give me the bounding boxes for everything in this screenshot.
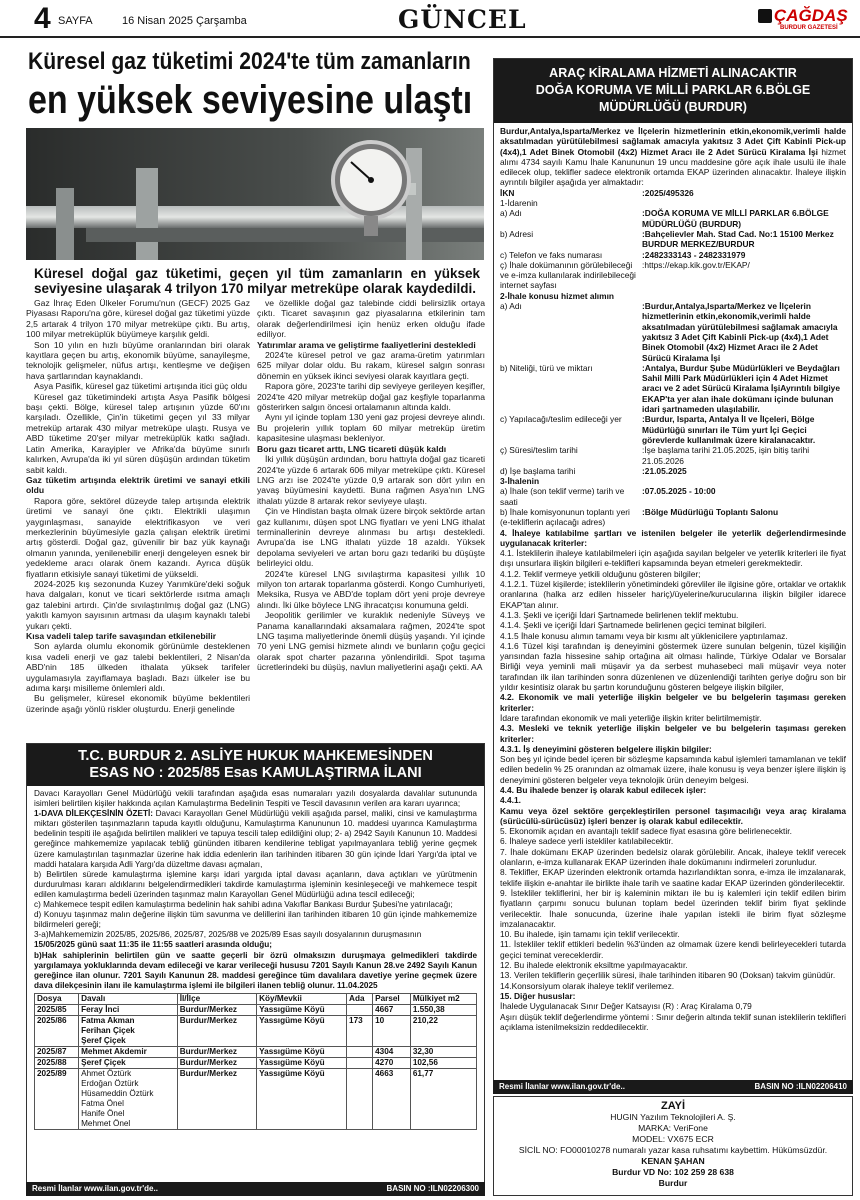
article-subheading: Gaz tüketim artışında elektrik üretimi ve sanayi etkili oldu <box>26 474 250 496</box>
tender-row <box>500 486 846 507</box>
article-paragraph: Rapora göre, sektörel düzeyde talep artışında elektrik üretimi ve sanayi öne çıktı. Elektrikli ulaşımın yaygınlaşması, sanayide elektrifikasyon ve veri merkezlerinin büyümesiyle gazla çalışan elektrik üretimi artış gösterdi. Doğal gaz, güvenilir bir baz yük kaynağı olmanın yanında, yenilenebilir enerji dengeleyen esnek bir yedekleme aracı olarak önem kazandı. Ayrıca düşük fiyatların etkisiyle sanayi tüketimi de yükseldi. <box>26 495 250 579</box>
court-paragraph-lead: 3-a)Mahkememizin 2025/85, 2025/86, 2025/87, 2025/88 ve 2025/89 Esas sayılı dosyalarının duruşmasının <box>34 930 422 940</box>
tender-row <box>500 229 846 250</box>
tender-row-value: :07.05.2025 - 10:00 <box>642 486 716 497</box>
tender-row-value: :https://ekap.kik.gov.tr/EKAP/ <box>642 259 750 270</box>
tender-header <box>494 59 852 123</box>
tender-title-line2: DOĞA KORUMA VE MİLLİ PARKLAR 6.BÖLGE <box>535 83 811 97</box>
tender-criteria-item: 5. Ekonomik açıdan en avantajlı teklif sadece fiyat esasına göre belirlenecektir. <box>500 826 792 837</box>
tender-row-value: :Bahçelievler Mah. Stad Cad. No:1 15100 Merkez BURDUR MERKEZ/BURDUR <box>642 228 834 250</box>
tender-row-label: c) Telefon ve faks numarası <box>500 249 603 260</box>
tender-row <box>500 414 846 445</box>
court-title-line1: T.C. BURDUR 2. ASLİYE HUKUK MAHKEMESİNDEN <box>78 748 433 764</box>
zayi-line: MODEL: VX675 ECR <box>632 1134 714 1144</box>
tender-row-value: :2482333143 - 2482331979 <box>642 249 746 260</box>
tender-footer-left: Resmi İlanlar www.ilan.gov.tr'de.. <box>499 1082 625 1091</box>
section-title: GÜNCEL <box>398 5 527 34</box>
court-table-body <box>35 1004 477 1129</box>
table-cell: Burdur/Merkez <box>177 1068 256 1129</box>
table-cell: 2025/88 <box>35 1057 79 1068</box>
table-cell: 2025/85 <box>35 1004 79 1015</box>
table-cell: 210,22 <box>410 1015 476 1046</box>
section-2-rows <box>500 301 846 476</box>
article-paragraph: 2024-2025 kış sezonunda Kuzey Yarımküre'deki soğuk hava dalgaları, konut ve ticari sektörlerde ısıtma amaçlı gaz talebini artırdı. Çin'de sıvılaştırılmış doğal gaz (LNG) yakıtlı kamyon sayısının artması da ulaşım kaynaklı talebi yukarı çekti. <box>26 578 250 631</box>
court-paragraph <box>34 940 477 950</box>
court-paragraph <box>34 870 477 900</box>
court-paragraph-lead: b) Belirtilen sürede kamulaştırma işlemine karşı idari yargıda iptal davası açanların, dava açtıkları ve yürütmenin durdurulması kararı aldıklarını belgelendirmedikleri takdirde kamulaştırma işleminin kesinleşeceği ve mahkemece tespit edilen kamulaştırma bedeli üzerinden taşınmaz malın Karayolları Genel Müdürlüğü adına tescil edileceği; <box>34 869 477 899</box>
page-number: 4 <box>34 2 51 35</box>
tender-row-label: ç) İhale dokümanının görülebileceği <box>500 259 633 270</box>
tender-row-value: :Burdur,Antalya,Isparta/Merkez ve İlçelerin hizmetlerinin etkin,ekonomik,verimli halde aksatılmadan yürütülebilmesi sağlamak amacıyla yakıtsız 3 Adet Çift Kabinli Pick-up (4x4),1 Adet Binek Otomobil (4x2) Hizmet Aracı ile 2 Adet Sürücü Kiralama İşi <box>642 301 838 363</box>
court-paragraph <box>34 951 477 991</box>
tender-title-line3: MÜDÜRLÜĞÜ (BURDUR) <box>599 100 747 114</box>
page-header <box>0 0 860 38</box>
court-title-line2: ESAS NO : 2025/85 Esas KAMULAŞTIRMA İLANI <box>89 765 422 781</box>
tender-criteria-item: 4.4.1. <box>500 795 521 806</box>
table-row <box>35 1046 477 1057</box>
tender-title-line1: ARAÇ KİRALAMA HİZMETİ ALINACAKTIR <box>549 66 797 80</box>
table-cell: Yassıgüme Köyü <box>257 1068 347 1129</box>
tender-row-label: a) Adı <box>500 208 522 219</box>
tender-row-label: a) İhale (son teklif verme) tarih ve saati <box>500 486 625 507</box>
court-paragraph-lead: 1-DAVA DİLEKÇESİNİN ÖZETİ: <box>34 809 153 819</box>
zayi-name: KENAN ŞAHAN <box>641 1156 705 1166</box>
section-3-note: (e-tekliflerin açılacağı adres) <box>500 517 606 528</box>
article-subheading: Kısa vadeli talep tarife savaşından etkilenebilir <box>26 631 217 641</box>
tender-row-label: d) İşe başlama tarihi <box>500 465 576 476</box>
ikn-value: :2025/495326 <box>642 187 694 198</box>
tender-criteria-item: 4. İhaleye katılabilme şartları ve istenilen belgeler ile yeterlik değerlendirmesinde uygulanacak kriterler: <box>500 527 846 548</box>
article-title-line1: Küresel gaz tüketimi 2024'te tüm zamanların <box>28 48 471 75</box>
court-table <box>34 993 477 1130</box>
article-subheading: Boru gazı ticaret arttı, LNG ticareti düşük kaldı <box>257 443 447 454</box>
court-table-header-cell: Davalı <box>79 993 178 1004</box>
tender-criteria-item: 4.1.5 İhale konusu alımın tamamı veya bir kısmı alt yüklenicilere yaptırılamaz. <box>500 630 788 641</box>
table-cell <box>347 1068 373 1129</box>
tender-row-value: :İşe başlama tarihi 21.05.2025, işin bitiş tarihi 21.05.2026 <box>642 445 810 466</box>
article-lead: Küresel doğal gaz tüketimi, geçen yıl tüm zamanların en yüksek seviyesine ulaşarak 4 trilyon 170 milyar metreküpe olarak kaydedildi. <box>34 266 480 296</box>
table-cell: Mehmet Akdemir <box>79 1046 178 1057</box>
court-paragraph-lead: Davacı Karayolları Genel Müdürlüğü vekili tarafından aşağıda esas numaraları yazılı dosyalarda davalılar sutununda isimleri belirtilen kişiler hakkında açılan Kamulaştırma Bedelinin Tespiti ve Tescil davasının verilen ara kararı uyarınca; <box>34 789 477 809</box>
tender-criteria-item: 4.1.4. Şekli ve içeriği İdari Şartnamede belirlenen geçici teminat bilgileri. <box>500 620 767 631</box>
table-row <box>35 1015 477 1046</box>
court-paragraph <box>34 930 477 940</box>
court-paragraph-lead: b)Hak sahiplerinin belirtilen gün ve saatte geçerli bir özrü olmaksızın duruşmaya gelmedikleri takdirde yargılamaya yokluklarında devam edileceği ve karar verileceği hususu 7201 Sayılı Kanun 28.ve 2492 Sayılı Kanun gereğince ilan olunur. 7201 Sayılı Kanunun 28. maddesi gereğince tüm davalılara davetiye yerine geçmek üzere dava dilekçesinin ilanı ile kamulaştırma işlemi ile bilgileri ilanen tebliğ olunur. 11.04.2025 <box>34 950 477 990</box>
table-cell: Şeref Çiçek <box>79 1057 178 1068</box>
tender-criteria-item: 4.3. Mesleki ve teknik yeterliğe ilişkin belgeler ve bu belgelerin taşıması gereken kriterler: <box>500 723 846 744</box>
table-cell: Burdur/Merkez <box>177 1046 256 1057</box>
zayi-title: ZAYİ <box>660 1100 686 1112</box>
tender-row-value: :Antalya, Burdur Şube Müdürlükleri ve Beydağları Sahil Milli Park Müdürlükleri için 4 Adet Hizmet aracı ve 2 adet Sürücü Kiralama İşiAyrıntılı bilgiye EKAP'ta yer alan ihale dokümanı içinde bulunan idari şartnameden ulaşılabilir. <box>642 362 840 415</box>
zayi-notice <box>493 1096 853 1196</box>
table-cell: 1.550,38 <box>410 1004 476 1015</box>
article-title-line2: en yüksek seviyesine ulaştı <box>28 78 473 122</box>
table-cell <box>347 1057 373 1068</box>
table-cell: Burdur/Merkez <box>177 1057 256 1068</box>
article-paragraph: Son aylarda olumlu ekonomik görünümle desteklenen kısa vadeli enerji ve gaz talebi beklentileri, 2 Nisan'da ABD'nin 185 ülkeden ithalata yüksek tarifeler uygulamasıyla zayıflamaya başladı. Bazı ülkeler ise bu adıma karşı misilleme önlemleri aldı. <box>26 641 250 694</box>
tender-row <box>500 208 846 229</box>
tender-row-label: b) İhale komisyonunun toplantı yeri <box>500 506 630 517</box>
tender-intro <box>500 126 846 188</box>
table-cell: Burdur/Merkez <box>177 1015 256 1046</box>
newspaper-logo <box>758 6 856 34</box>
tender-criteria-item: İdare tarafından ekonomik ve mali yeterliğe ilişkin kriter belirtilmemiştir. <box>500 712 762 723</box>
tender-criteria-item: 8. Teklifler, EKAP üzerinden elektronik ortamda hazırlandıktan sonra, e-imza ile imzalanarak, teklife ilişkin e-anahtar ile birlikte ihale tarih ve saatine kadar EKAP üzerinden gönderilecektir. <box>500 867 846 888</box>
tender-notice <box>493 58 853 1088</box>
court-footer <box>26 1182 485 1196</box>
court-paragraph-lead: d) Konuyu taşınmaz malın değerine ilişkin tüm savunma ve delillerini ilan tarihinden itibaren 10 gün içinde mahkememize bildirmeleri gereği; <box>34 910 477 930</box>
tender-row <box>500 250 846 260</box>
section-2-title: 2-İhale konusu hizmet alımın <box>500 290 615 301</box>
court-table-header-cell: Ada <box>347 993 373 1004</box>
court-header <box>27 744 484 786</box>
court-paragraph <box>34 900 477 910</box>
table-cell: 4663 <box>373 1068 411 1129</box>
court-paragraph-lead: c) Mahkemece tespit edilen kamulaştırma bedelinin hak sahibi adına Vakıflar Bankası Burdur Şubesi'ne yatırılacağı; <box>34 900 453 910</box>
zayi-city: Burdur <box>658 1178 688 1188</box>
court-table-header-cell: Dosya <box>35 993 79 1004</box>
court-paragraph <box>34 910 477 930</box>
tender-row-label: b) Adresi <box>500 228 534 239</box>
tender-criteria-item: 7. İhale dokümanı EKAP üzerinden bedelsiz olarak görülebilir. Ancak, ihaleye teklif verecek olanların, e-imza kullanarak EKAP üzerinden ihale dokümanını indirmeleri zorunludur. <box>500 846 846 868</box>
tender-row-value: :DOĞA KORUMA VE MİLLİ PARKLAR 6.BÖLGE MÜDÜRLÜĞÜ (BURDUR) <box>642 208 829 229</box>
court-notice <box>26 743 485 1193</box>
article-paragraph: Aynı yıl içinde toplam 130 yeni gaz projesi devreye alındı. Bu projelerin yıllık toplam 60 milyar metreküp üretim kapasitesine ulaşması bekleniyor. <box>257 412 485 444</box>
tender-criteria-item: 12. Bu ihalede elektronik eksiltme yapılmayacaktır. <box>500 960 688 971</box>
tender-criteria-item: 11. İstekliler teklif ettikleri bedelin %3'ünden az olmamak üzere kendi belirleyecekleri tutarda geçici teminat vereceklerdir. <box>500 939 846 960</box>
article-paragraph: ve özellikle doğal gaz talebinde ciddi belirsizlik ortaya çıktı. Ticaret savaşının gaz piyasalarına etkilerinin tam olarak değerlendirilmesi için henüz erken olduğu ifade ediliyor. <box>257 298 485 340</box>
tender-row-value: :Burdur, Isparta, Antalya İl ve İlçeleri, Bölge Müdürlüğü sınırları ile Tüm yurt İçi Geçici görevlerde kullanılmak üzere kiralanacaktır. <box>642 414 816 445</box>
article-paragraph: Bu gelişmeler, küresel ekonomik büyüme beklentileri üzerinde aşağı yönlü riskler oluşturdu. Enerji genelinde <box>26 693 250 714</box>
article-paragraph: Gaz İhraç Eden Ülkeler Forumu'nun (GECF) 2025 Gaz Piyasası Raporu'na göre, küresel doğal gaz tüketimi yüzde 2,5 artarak 4 trilyon 170 milyar metreküpe çıktı. Bu artış, 100 milyar metreküplük büyümeye karşılık geldi. <box>26 298 250 340</box>
page-label: SAYFA <box>58 15 93 27</box>
tender-row-label: a) Adı <box>500 301 522 312</box>
article-subheading: Yatırımlar arama ve geliştirme faaliyetlerini destekledi <box>257 339 476 350</box>
table-cell: 10 <box>373 1015 411 1046</box>
table-cell: Fatma Akman Ferihan Çiçek Şeref Çiçek <box>79 1015 178 1046</box>
tender-row <box>500 301 846 363</box>
article-paragraph: 2024'te küresel LNG sıvılaştırma kapasitesi yıllık 10 milyon ton artarak toparlanma gösterdi. Kongo Cumhuriyeti, Meksika, Rusya ve ABD'de toplam dört yeni proje devreye alındı. İki ülke böylece LNG ihracatçısı konumuna geldi. <box>257 568 485 610</box>
logo-icon <box>758 9 772 23</box>
article-paragraph: 2024'te küresel petrol ve gaz arama-üretim yatırımları 625 milyar dolar oldu. Bu rakam, küresel salgın sonrası dönemin en yüksek ikinci seviyesi olarak kayıtlara geçti. <box>257 350 485 381</box>
tender-criteria-item: 4.1.6 Tüzel kişi tarafından iş deneyimini göstermek üzere sunulan belgenin, tüzel kişiliğin yarısından fazla hissesine sahip ortağına ait olması halinde, Türkiye Odalar ve Borsalar Birliği veya yeminli mali müşavir ya da serbest muhasebeci mali müşavir veya noter tarafından ilk ilan tarihinden sonra düzenlenen ve düzenlendiği tarihten geriye doğru son bir yıldır kesintisiz olarak bu şartın korunduğunu gösteren belgeye ilişkin bilgiler, <box>500 640 846 693</box>
table-row <box>35 1057 477 1068</box>
article-paragraph: Rapora göre, 2023'te tarihi dip seviyeye gerileyen keşifler, 2024'te 420 milyar metreküp doğal gaz keşfiyle toparlanma gösterirken salgın öncesi ortalamanın altında kaldı. <box>257 381 485 413</box>
tender-intro-bold: Burdur,Antalya,Isparta/Merkez ve İlçelerin hizmetlerinin etkin,ekonomik,verimli halde aksatılmadan yürütülebilmesi sağlamak amacıyla yakıtsız 3 Adet Çift Kabinli Pick-up (4x4),1 Adet Binek Otomobil (4x2) Hizmet Aracı ile 2 Adet Sürücü Kiralama İşi <box>500 126 846 157</box>
tender-criteria-item: Kamu veya özel sektöre gerçekleştirilen personel taşımacılığı veya araç kiralama (sürücülü-sürücüsüz) işleri benzer iş olarak kabul edilecektir. <box>500 805 846 826</box>
table-row <box>35 1004 477 1015</box>
logo-name: ÇAĞDAŞ <box>774 6 848 25</box>
tender-criteria-item: 4.1.2. Teklif vermeye yetkili olduğunu gösteren bilgiler; <box>500 568 701 579</box>
court-body <box>27 786 484 1133</box>
court-table-header-cell: Parsel <box>373 993 411 1004</box>
table-cell: Yassıgüme Köyü <box>257 1004 347 1015</box>
tender-footer <box>493 1080 853 1094</box>
table-cell: Yassıgüme Köyü <box>257 1015 347 1046</box>
zayi-line: MARKA: VeriFone <box>638 1123 708 1133</box>
table-cell: Ahmet Öztürk Erdoğan Öztürk Hüsameddin Öztürk Fatma Önel Hanife Önel Mehmet Önel <box>79 1068 178 1129</box>
section-3-rows <box>500 486 846 517</box>
table-cell: 173 <box>347 1015 373 1046</box>
gas-pipeline-gauge-photo <box>26 128 484 260</box>
court-paragraph <box>34 809 477 870</box>
court-footer-left: Resmi İlanlar www.ilan.gov.tr'de.. <box>32 1184 158 1193</box>
article-paragraph: Jeopolitik gerilimler ve kuraklık nedeniyle Süveyş ve Panama kanallarındaki aksamalara rağmen, 2024'te spot LNG taşıma maliyetlerinde önemli düşüş yaşandı. Yıl içinde 70 yeni LNG gemisi hizmete alındı ve bunların çoğu geçici olarak spot charter pazarına yönlendirildi. Spot taşıma ücretlerindeki bu düşüş, navlun maliyetlerini aşağı çekti. AA <box>257 610 485 673</box>
court-paragraphs <box>34 789 477 991</box>
court-footer-right: BASIN NO :ILN02206300 <box>386 1184 479 1193</box>
tender-criteria-item: İhalede Uygulanacak Sınır Değer Katsayısı (R) : Araç Kiralama 0,79 <box>500 1001 752 1012</box>
table-cell <box>347 1046 373 1057</box>
tender-row-value: :Bölge Müdürlüğü Toplantı Salonu <box>642 506 779 517</box>
table-cell: 61,77 <box>410 1068 476 1129</box>
tender-criteria-item: 13. Verilen tekliflerin geçerlilik süresi, ihale tarihinden itibaren 90 (Doksan) takvim günüdür. <box>500 970 836 981</box>
ikn-label: İKN <box>500 187 515 198</box>
table-cell: 102,56 <box>410 1057 476 1068</box>
tender-criteria-item: Aşırı düşük teklif değerlendirme yöntemi : Sınır değerin altında teklif sunan isteklilerin teklifleri açıklama istenilmeksizin reddedilecektir. <box>500 1011 846 1032</box>
section-3-title: 3-İhalenin <box>500 476 540 487</box>
section-1-rows <box>500 208 846 270</box>
court-paragraph <box>34 789 477 809</box>
section-1-title: 1-İdarenin <box>500 198 538 209</box>
table-cell: Burdur/Merkez <box>177 1004 256 1015</box>
tender-row <box>500 260 846 270</box>
tender-criteria-item: 10. Bu ihalede, işin tamamı için teklif verilecektir. <box>500 929 680 940</box>
tender-criteria-item: 6. İhaleye sadece yerli istekliler katılabilecektir. <box>500 836 674 847</box>
court-paragraph-rest: Davacı Karayolları Genel Müdürlüğü vekili aşağıda parsel, maliki, cinsi ve kamulaştırma miktarı gösterilen taşınmazların tapuda kayıtlı olduğunu, Kamulaştırma Kanununun 10. maddesi uyarınca Kamulaştırma bedelinin tespiti ile aşağıda belirtilen malikleri ve tapuya tescili talep edildiğini olup; 2- a) 2942 Sayılı Kanunun 10. Maddesi gereğince mahkememize yapılacak tebliğ gününden itibaren kendilerine tebligat yapılmayanlara tebliğ yerine geçmek üzere kamulaştırılan taşınmazlar üzerine hak iddia edenlerin ilan tarihinden itibaren 30 gün içinde İdari Yargı'da iptal ve maddi hatalara karşıda Adli Yargı'da düzeltme davası açmaları, <box>34 809 477 869</box>
zayi-tax: Burdur VD No: 102 259 28 638 <box>612 1167 734 1177</box>
court-table-header-cell: Köy/Mevkii <box>257 993 347 1004</box>
tender-criteria-item: 4.4. Bu ihalede benzer iş olarak kabul edilecek işler: <box>500 785 707 795</box>
tender-criteria-item: 4.2. Ekonomik ve mali yeterliğe ilişkin belgeler ve bu belgelerin taşıması gereken kriterler: <box>500 692 846 713</box>
tender-criteria <box>500 528 846 1033</box>
court-table-header-cell: İl/İlçe <box>177 993 256 1004</box>
court-paragraph-lead: 15/05/2025 günü saat 11:35 ile 11:55 saatleri arasında olduğu; <box>34 940 273 950</box>
tender-row <box>500 507 846 517</box>
table-cell: Yassıgüme Köyü <box>257 1057 347 1068</box>
table-cell: 2025/86 <box>35 1015 79 1046</box>
court-table-header-cell: Mülkiyet m2 <box>410 993 476 1004</box>
tender-criteria-item: 4.3.1. İş deneyimini gösteren belgelere ilişkin bilgiler: <box>500 743 712 754</box>
article-paragraph: Asya Pasifik, küresel gaz tüketimi artışında itici güç oldu <box>34 381 248 392</box>
zayi-line: SİCİL NO: FO00010278 numaralı yazar kasa ruhsatımı kaybettim. Hükümsüzdür. <box>518 1145 828 1155</box>
tender-row <box>500 466 846 476</box>
table-cell <box>347 1004 373 1015</box>
tender-row <box>500 445 846 466</box>
tender-row-label: c) Yapılacağı/teslim edileceği yer <box>500 414 622 425</box>
tender-criteria-item: 4.1.2.1. Tüzel kişilerde; isteklilerin yönetimindeki görevliler ile ilgisine göre, ortaklar ve ortaklık oranlarına (halka arz edilen hisseler hariç)/üyelerine/kurucularına ilişkin bilgiler idarece EKAP'tan alınır. <box>500 579 846 610</box>
logo-subtitle: BURDUR GAZETESİ <box>780 25 838 31</box>
tender-criteria-item: 14.Konsorsiyum olarak ihaleye teklif verilemez. <box>500 980 675 991</box>
zayi-line: HUGIN Yazılım Teknolojileri A. Ş. <box>610 1112 736 1122</box>
table-cell: 4304 <box>373 1046 411 1057</box>
tender-intro-rest: hizmet alımı 4734 sayılı Kamu İhale Kanununun 19 uncu maddesine göre açık ihale usulü ile ihale edilecek olup, teklifler sadece elektronik ortamda EKAP üzerinden alınacaktır. İhaleye ilişkin ayrıntılı bilgiler aşağıda yer almaktadır: <box>500 146 846 188</box>
table-cell: 32,30 <box>410 1046 476 1057</box>
tender-criteria-item: Son beş yıl içinde bedel içeren bir sözleşme kapsamında kabul işlemleri tamamlanan ve teklif edilen bedelin % 25 oranından az olmamak üzere, ihale konusu iş veya benzer işlere ilişkin iş deneyimini gösteren belgeler veya teknolojik ürün deneyim belgesi. <box>500 754 846 785</box>
table-cell: 2025/87 <box>35 1046 79 1057</box>
table-cell: 4667 <box>373 1004 411 1015</box>
article-paragraph: İki yıllık düşüşün ardından, boru hattıyla doğal gaz ticareti 2024'te yüzde 6 artarak 606 milyar metreküpe çıktı. Küresel LNG arzı ise 2024'te yüzde 0,9 artarak son dört yılın en yavaş büyümesini kaydetti. Buna rağmen Asya'nın LNG ithalatı yüzde 8 artarak rekor seviyeye ulaştı. <box>257 454 485 506</box>
tender-criteria-item: 4.1. İsteklilerin ihaleye katılabilmeleri için aşağıda sayılan belgeler ve yeterlik kriterleri ile fiyat dışı unsurlara ilişkin bilgileri e-teklifleri kapsamında beyan etmeleri gerekmektedir. <box>500 548 846 569</box>
tender-row-label: b) Niteliği, türü ve miktarı <box>500 362 593 373</box>
tender-row-value: :21.05.2025 <box>642 465 687 476</box>
tender-ikn <box>500 188 846 198</box>
table-cell: 2025/89 <box>35 1068 79 1129</box>
table-row <box>35 1068 477 1129</box>
tender-criteria-item: 4.1.3. Şekli ve içeriği İdari Şartnamede belirlenen teklif mektubu. <box>500 609 739 620</box>
tender-criteria-item: 9. İstekliler tekliflerini, her bir iş kaleminin miktarı ile bu iş kalemleri için teklif edilen birim fiyatların çarpımı sonucu bulunan toplam bedel üzerinden teklif birim fiyat şeklinde verilecektir. İhale sonucunda, üzerine ihale yapılan istekli ile birim fiyat sözleşme imzalanacaktır. <box>500 887 846 929</box>
article-column-2 <box>257 298 485 673</box>
article-paragraph: Çin ve Hindistan başta olmak üzere birçok sektörde artan gaz kullanımı, düşen spot LNG fiyatları ve yeni LNG ithalat terminallerinin devreye alınması bu artışı destekledi. Avrupa'da ise LNG ithalatı yüzde 18 azaldı. Yüksek depolama seviyeleri ve artan boru gazı tedariki bu düşüşte belirleyici oldu. <box>257 506 485 569</box>
table-cell: Yassıgüme Köyü <box>257 1046 347 1057</box>
table-cell: 4270 <box>373 1057 411 1068</box>
article-paragraph: Son 10 yılın en hızlı büyüme oranlarından biri olarak kayıtlara geçen bu artış, ekonomik büyüme, sanayileşme, teknolojik gelişmeler, nüfus artışı, kentleşme ve değişen hava şartlarından kaynaklandı. <box>26 339 250 381</box>
doc-extra: ve e-imza kullanılarak indirilebileceği internet sayfası <box>500 270 636 291</box>
tender-footer-right: BASIN NO :ILN02206410 <box>754 1082 847 1091</box>
court-table-header <box>35 993 477 1004</box>
table-cell: Feray İnci <box>79 1004 178 1015</box>
tender-row-label: ç) Süresi/teslim tarihi <box>500 445 578 456</box>
tender-criteria-item: 15. Diğer hususlar: <box>500 990 576 1001</box>
issue-date: 16 Nisan 2025 Çarşamba <box>122 15 247 27</box>
article-paragraph: Küresel gaz tüketimindeki artışta Asya Pasifik bölgesi başı çekti. Bölge, küresel talep artışının yüzde 60'ını karşıladı. Özellikle, Çin'in tüketimi geçen yıl 33 milyar metreküp artarak 430 milyar metreküpe ulaştı. Rusya ve ABD tüketime 20'şer milyar metreküplük katkı sağladı. Latin Amerika, Karayipler ve Afrika'da büyüme sınırlı kalırken, Avrupa'da iki yıl süren düşüşün ardından tüketim sabit kaldı. <box>26 391 250 475</box>
tender-row <box>500 363 846 414</box>
tender-body <box>494 123 852 1035</box>
article-column-1 <box>26 298 250 714</box>
